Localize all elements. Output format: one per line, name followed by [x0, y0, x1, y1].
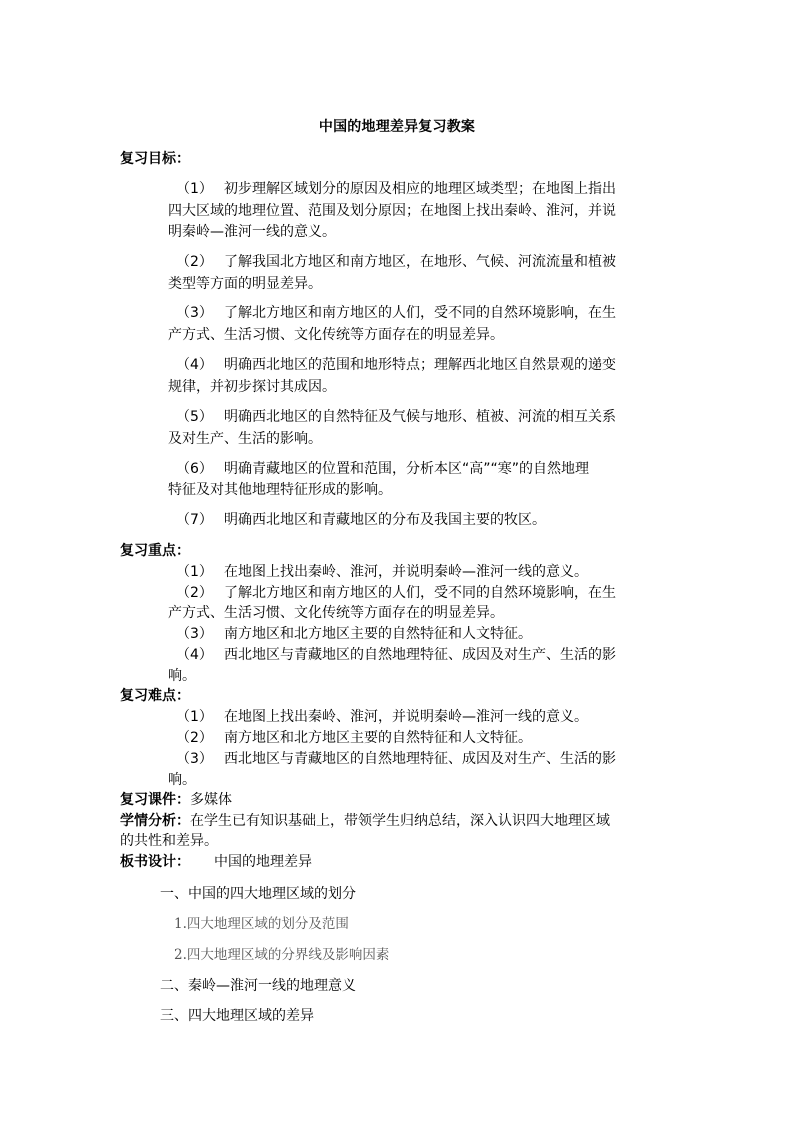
outline-section-1: 一、中国的四大地理区域的划分 — [160, 886, 356, 902]
item-number: （4） — [176, 647, 213, 663]
objectives-heading: 复习目标： — [120, 151, 190, 167]
item-text: 初步理解区域划分的原因及相应的地理区域类型；在地图上指出 — [224, 181, 616, 197]
item-number: （5） — [176, 409, 213, 425]
board-design-label: 板书设计： — [120, 854, 190, 870]
document-title: 中国的地理差异复习教案 — [318, 119, 476, 135]
item-number: （2） — [176, 585, 213, 601]
key-point-item-2-cont: 产方式、生活习惯、文化传统等方面存在的明显差异。 — [168, 605, 504, 621]
board-design-value: 中国的地理差异 — [214, 854, 312, 870]
objective-item-1-cont: 明秦岭—淮河一线的意义。 — [168, 224, 336, 240]
item-number: （6） — [176, 461, 213, 477]
item-text: 明确西北地区的自然特征及气候与地形、植被、河流的相互关系 — [224, 409, 616, 425]
outline-section-2: 二、秦岭—淮河一线的地理意义 — [160, 978, 356, 994]
item-number: （1） — [176, 709, 213, 725]
analysis-cont: 的共性和差异。 — [120, 833, 218, 849]
item-number: （1） — [176, 181, 213, 197]
difficulty-item-3 — [176, 749, 616, 769]
item-text: 了解我国北方地区和南方地区，在地形、气候、河流流量和植被 — [224, 254, 616, 270]
objective-item-6 — [176, 459, 589, 479]
outline-subsection-1-1: 1.四大地理区域的划分及范围 — [174, 916, 349, 932]
item-text: 明确西北地区的范围和地形特点；理解西北地区自然景观的递变 — [224, 357, 616, 373]
objective-item-4-cont: 规律，并初步探讨其成因。 — [168, 379, 336, 395]
item-text: 在地图上找出秦岭、淮河，并说明秦岭—淮河一线的意义。 — [224, 709, 588, 725]
board-design-line — [120, 852, 312, 872]
difficulty-item-3-cont: 响。 — [168, 772, 196, 788]
item-text: 明确西北地区和青藏地区的分布及我国主要的牧区。 — [224, 512, 546, 528]
item-number: （2） — [176, 730, 213, 746]
outline-subsection-1-2: 2.四大地理区域的分界线及影响因素 — [174, 947, 390, 963]
courseware-line — [120, 790, 232, 810]
objective-item-5 — [176, 407, 616, 427]
key-point-item-4 — [176, 645, 616, 665]
analysis-text: 在学生已有知识基础上，带领学生归纳总结，深入认识四大地理区域 — [190, 813, 610, 829]
objective-item-6-cont: 特征及对其他地理特征形成的影响。 — [168, 482, 392, 498]
analysis-label: 学情分析： — [120, 813, 190, 829]
objective-item-4 — [176, 355, 616, 375]
item-text: 在地图上找出秦岭、淮河，并说明秦岭—淮河一线的意义。 — [224, 564, 588, 580]
difficulty-item-1 — [176, 707, 588, 727]
difficulties-heading: 复习难点： — [120, 688, 190, 704]
item-text: 明确青藏地区的位置和范围，分析本区“高”“寒”的自然地理 — [224, 461, 590, 477]
analysis-line — [120, 811, 610, 831]
courseware-value: 多媒体 — [190, 792, 232, 808]
item-number: （3） — [176, 626, 213, 642]
key-point-item-2 — [176, 583, 616, 603]
objective-item-3 — [176, 303, 616, 323]
key-point-item-3 — [176, 624, 532, 644]
item-text: 西北地区与青藏地区的自然地理特征、成因及对生产、生活的影 — [224, 751, 616, 767]
objective-item-2-cont: 类型等方面的明显差异。 — [168, 276, 322, 292]
objective-item-7 — [176, 510, 546, 530]
objective-item-3-cont: 产方式、生活习惯、文化传统等方面存在的明显差异。 — [168, 327, 504, 343]
item-text: 南方地区和北方地区主要的自然特征和人文特征。 — [224, 730, 532, 746]
item-text: 南方地区和北方地区主要的自然特征和人文特征。 — [224, 626, 532, 642]
objective-item-1 — [176, 179, 616, 199]
outline-section-3: 三、四大地理区域的差异 — [160, 1008, 314, 1024]
item-number: （7） — [176, 512, 213, 528]
item-number: （1） — [176, 564, 213, 580]
item-number: （2） — [176, 254, 213, 270]
item-number: （3） — [176, 751, 213, 767]
item-text: 了解北方地区和南方地区的人们，受不同的自然环境影响，在生 — [224, 585, 616, 601]
key-point-item-4-cont: 响。 — [168, 668, 196, 684]
key-points-heading: 复习重点： — [120, 543, 190, 559]
objective-item-1-cont: 四大区域的地理位置、范围及划分原因；在地图上找出秦岭、淮河，并说 — [168, 203, 616, 219]
item-number: （4） — [176, 357, 213, 373]
objective-item-5-cont: 及对生产、生活的影响。 — [168, 431, 322, 447]
item-text: 西北地区与青藏地区的自然地理特征、成因及对生产、生活的影 — [224, 647, 616, 663]
objective-item-2 — [176, 252, 616, 272]
courseware-label: 复习课件： — [120, 792, 190, 808]
item-number: （3） — [176, 305, 213, 321]
difficulty-item-2 — [176, 728, 532, 748]
item-text: 了解北方地区和南方地区的人们，受不同的自然环境影响，在生 — [224, 305, 616, 321]
key-point-item-1 — [176, 562, 588, 582]
